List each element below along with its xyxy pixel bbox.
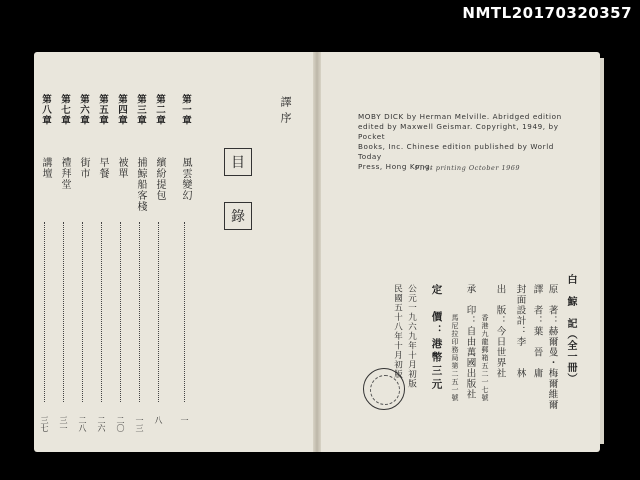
chapter-leader-dots	[120, 222, 122, 402]
chapter-row	[110, 94, 130, 454]
chapter-row	[91, 94, 111, 454]
chapter-title: 街市	[78, 157, 89, 179]
chapter-leader-dots	[44, 222, 46, 402]
chapter-page: 一	[180, 416, 189, 424]
copyright-notice	[358, 112, 568, 172]
chapter-page: 三一	[59, 416, 68, 432]
colophon-date-western: 公元一九六九年十月初版	[406, 284, 417, 389]
publisher-seal	[363, 368, 405, 410]
chapter-row	[174, 94, 194, 454]
copyright-line: edited by Maxwell Geismar. Copyright, 1949, by Pocket	[358, 122, 559, 141]
chapter-title: 禮拜堂	[59, 157, 70, 190]
chapter-leader-dots	[101, 222, 103, 402]
chapter-leader-dots	[82, 222, 84, 402]
colophon-translator: 譯 者：葉 晉 庸	[531, 284, 543, 379]
copyright-line: MOBY DICK by Herman Melville. Abridged edition	[358, 112, 562, 121]
colophon-author: 原 著：赫爾曼・梅爾維爾	[546, 284, 558, 410]
colophon-printer-address: 馬尼拉印務局第二五一號	[451, 314, 459, 402]
book-spine	[313, 52, 321, 452]
colophon-cover-design: 封面設計：李 林	[514, 284, 526, 379]
colophon-publisher: 出 版：今日世界社	[494, 284, 506, 379]
chapter-number: 第一章	[180, 94, 191, 126]
left-page	[34, 52, 317, 452]
page-edge	[600, 58, 604, 444]
open-book	[34, 52, 602, 454]
colophon-publisher-address: 香港九龍郵箱五二一七號	[481, 314, 489, 402]
chapter-row	[129, 94, 149, 454]
chapter-row	[72, 94, 92, 454]
contents-box-char-2: 錄	[224, 202, 252, 230]
chapter-page: 二〇	[116, 416, 125, 432]
chapter-leader-dots	[139, 222, 141, 402]
chapter-number: 第四章	[116, 94, 127, 126]
chapter-title: 被單	[116, 157, 127, 179]
chapter-number: 第三章	[135, 94, 146, 126]
colophon-price: 定 價：港幣三元	[430, 284, 443, 392]
copyright-line: Books, Inc. Chinese edition published by World Today	[358, 142, 554, 161]
chapter-leader-dots	[158, 222, 160, 402]
chapter-page: 八	[154, 416, 163, 424]
chapter-row	[148, 94, 168, 454]
chapter-title: 早餐	[97, 157, 108, 179]
contents-box-char-1: 目	[224, 148, 252, 176]
chapter-page: 二六	[97, 416, 106, 432]
first-printing-line: First printing October 1969	[415, 164, 521, 172]
chapter-title: 繽紛提包	[154, 157, 165, 201]
preface-heading: 譯序	[279, 96, 292, 128]
colophon-date-roc: 民國五十八年十月初版	[392, 284, 403, 379]
chapter-page: 一三	[135, 416, 144, 432]
archive-id-label: NMTL20170320357	[462, 4, 632, 22]
chapter-row	[34, 94, 54, 454]
chapter-leader-dots	[63, 222, 65, 402]
chapter-page: 二八	[78, 416, 87, 432]
colophon-book-title: 白 鯨 記（全一冊）	[565, 274, 576, 384]
chapter-number: 第八章	[40, 94, 51, 126]
chapter-number: 第二章	[154, 94, 165, 126]
chapter-number: 第七章	[59, 94, 70, 126]
chapter-title: 講壇	[40, 157, 51, 179]
chapter-number: 第六章	[78, 94, 89, 126]
chapter-page: 三七	[40, 416, 49, 432]
right-page	[317, 52, 600, 452]
chapter-leader-dots	[184, 222, 186, 402]
chapter-title: 捕鯨船客棧	[135, 157, 146, 212]
chapter-title: 風雲變幻	[180, 157, 191, 201]
colophon-printer: 承 印：自由萬國出版社	[464, 284, 476, 400]
chapter-row	[53, 94, 73, 454]
copyright-line: Press, Hong Kong.	[358, 162, 434, 171]
chapter-number: 第五章	[97, 94, 108, 126]
